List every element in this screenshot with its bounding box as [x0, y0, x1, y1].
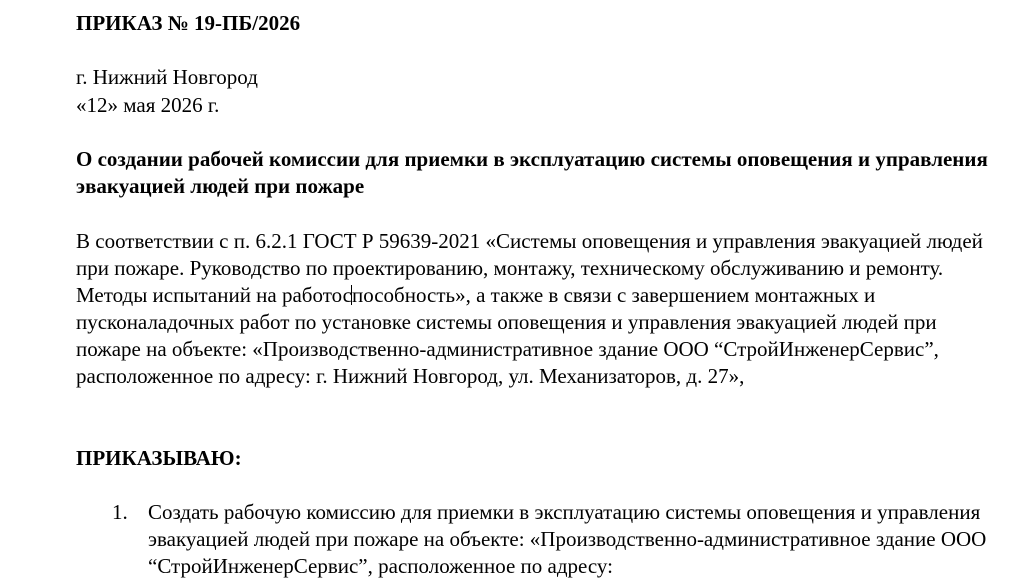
- order-title: ПРИКАЗ № 19-ПБ/2026: [76, 11, 301, 35]
- list-item-number: 1.: [112, 500, 128, 524]
- order-city: г. Нижний Новгород: [76, 65, 258, 89]
- order-preamble[interactable]: [76, 228, 996, 390]
- order-date: «12» мая 2026 г.: [76, 93, 220, 117]
- order-subject: О создании рабочей комиссии для приемки в эксплуатацию системы оповещения и управления эвакуацией людей при пожаре: [76, 147, 988, 198]
- preamble-text-part-1: В соответствии с п. 6.2.1 ГОСТ Р 59639-2021 «Системы оповещения и управления эвакуацией людей при пожаре. Руководство по проектированию, монтажу, техническому обслуживанию и ремонту. Методы испытаний на работос: [76, 229, 983, 307]
- list-item: [112, 499, 992, 580]
- list-item-text: Создать рабочую комиссию для приемки в эксплуатацию системы оповещения и управления эвакуацией людей при пожаре на объекте: «Производственно-административное здание ООО “СтройИнженерСервис”, расположенное по адресу:: [148, 500, 987, 578]
- order-directive-heading: ПРИКАЗЫВАЮ:: [76, 446, 242, 470]
- preamble-text-part-2: пособность», а также в связи с завершением монтажных и пусконаладочных работ по установке системы оповещения и управления эвакуацией людей при пожаре на объекте: «Производственно-административное здание ООО “СтройИнженерСервис”, расположенное по адресу: г. Нижний Новгород, ул. Механизаторов, д. 27»,: [76, 283, 939, 388]
- order-items-list: [112, 499, 992, 580]
